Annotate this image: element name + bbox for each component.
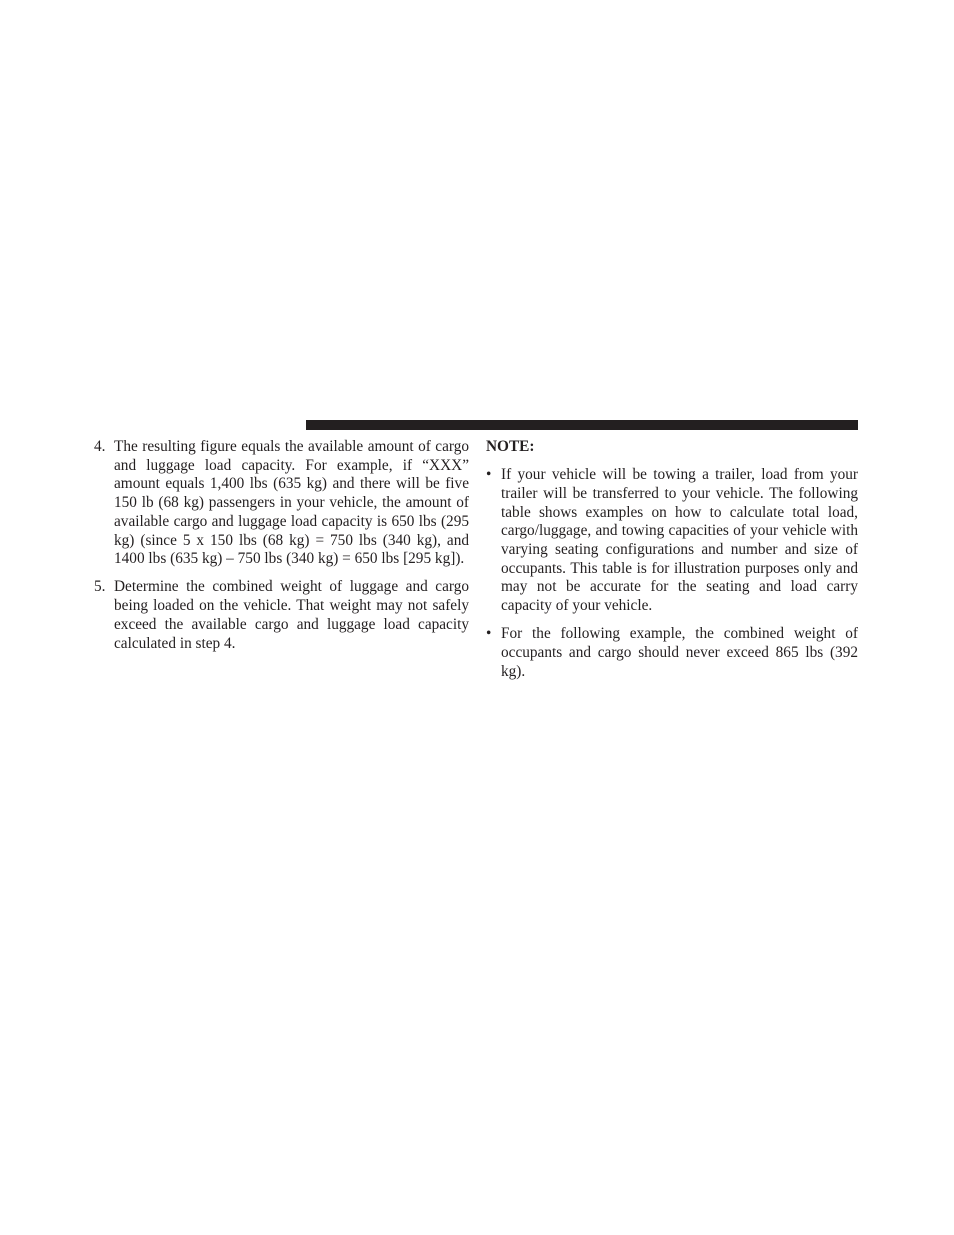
step-item [94,578,469,653]
note-bullet-text: If your vehicle will be towing a trailer, load from your trailer will be transferred to your vehicle. The following table shows examples on how to calculate total load, cargo/luggage, and towing capacities of your vehicle with varying seating configurations and number and size of occupants. This table is for illustration purposes only and may not be accurate for the seating and load carry capacity of your vehicle. [501,466,858,615]
step-number: 4. [94,438,106,455]
note-heading: NOTE: [486,438,535,455]
steps-column [94,438,469,653]
bullet-dot-icon: • [486,625,492,643]
note-column [486,438,858,681]
step-item [94,438,469,569]
bullet-dot-icon: • [486,466,492,484]
note-bullet [486,625,858,681]
note-bullet-text: For the following example, the combined weight of occupants and cargo should never exceed 865 lbs (392 kg). [501,625,858,680]
step-text: Determine the combined weight of luggage and cargo being loaded on the vehicle. That weight may not safely exceed the available cargo and luggage load capacity calculated in step 4. [114,578,469,652]
step-number: 5. [94,578,106,596]
section-header-bar [306,420,858,430]
step-text: The resulting figure equals the available amount of cargo and luggage load capacity. For example, if “XXX” amount equals 1,400 lbs (635 kg) and there will be five 150 lb (68 kg) passengers in your vehicle, the amount of available cargo and luggage load capacity is 650 lbs (295 kg) (since 5 x 150 lbs (68 kg) = 750 lbs (340 kg), and 1400 lbs (635 kg) – 750 lbs (340 kg) = 650 lbs [295 kg]). [114,438,469,568]
note-bullet [486,466,858,616]
